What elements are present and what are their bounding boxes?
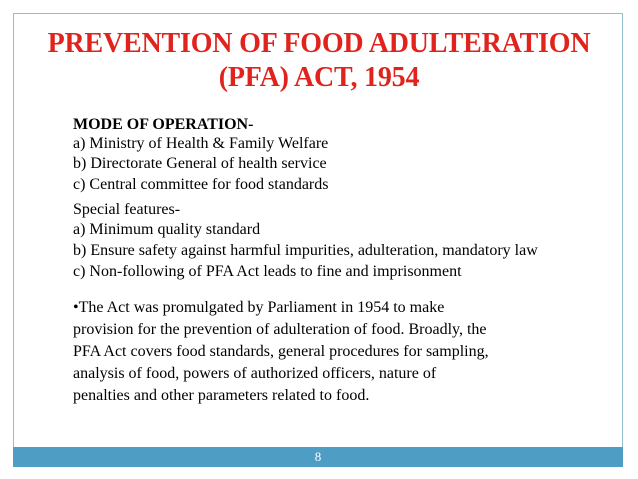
special-features-heading: Special features- [73,201,181,218]
footer-bar [13,447,623,467]
slide-title-line-2: (PFA) ACT, 1954 [218,62,420,93]
paragraph-line-3: PFA Act covers food standards, general procedures for sampling, [73,343,489,360]
mode-of-operation-item-c: c) Central committee for food standards [73,176,329,193]
slide-title-line-1: PREVENTION OF FOOD ADULTERATION [47,28,591,59]
mode-of-operation-heading: MODE OF OPERATION- [73,116,254,133]
paragraph-line-2: provision for the prevention of adulteration of food. Broadly, the [73,321,487,338]
mode-of-operation-item-a: a) Ministry of Health & Family Welfare [73,135,329,152]
special-features-item-b: b) Ensure safety against harmful impurities, adulteration, mandatory law [73,242,538,259]
paragraph-line-5: penalties and other parameters related to food. [73,387,370,404]
mode-of-operation-item-b: b) Directorate General of health service [73,155,327,172]
paragraph-line-1: •The Act was promulgated by Parliament in 1954 to make [73,299,445,316]
page-number: 8 [314,449,322,464]
special-features-item-c: c) Non-following of PFA Act leads to fine and imprisonment [73,263,462,280]
special-features-item-a: a) Minimum quality standard [73,221,261,238]
paragraph-line-4: analysis of food, powers of authorized officers, nature of [73,365,437,382]
